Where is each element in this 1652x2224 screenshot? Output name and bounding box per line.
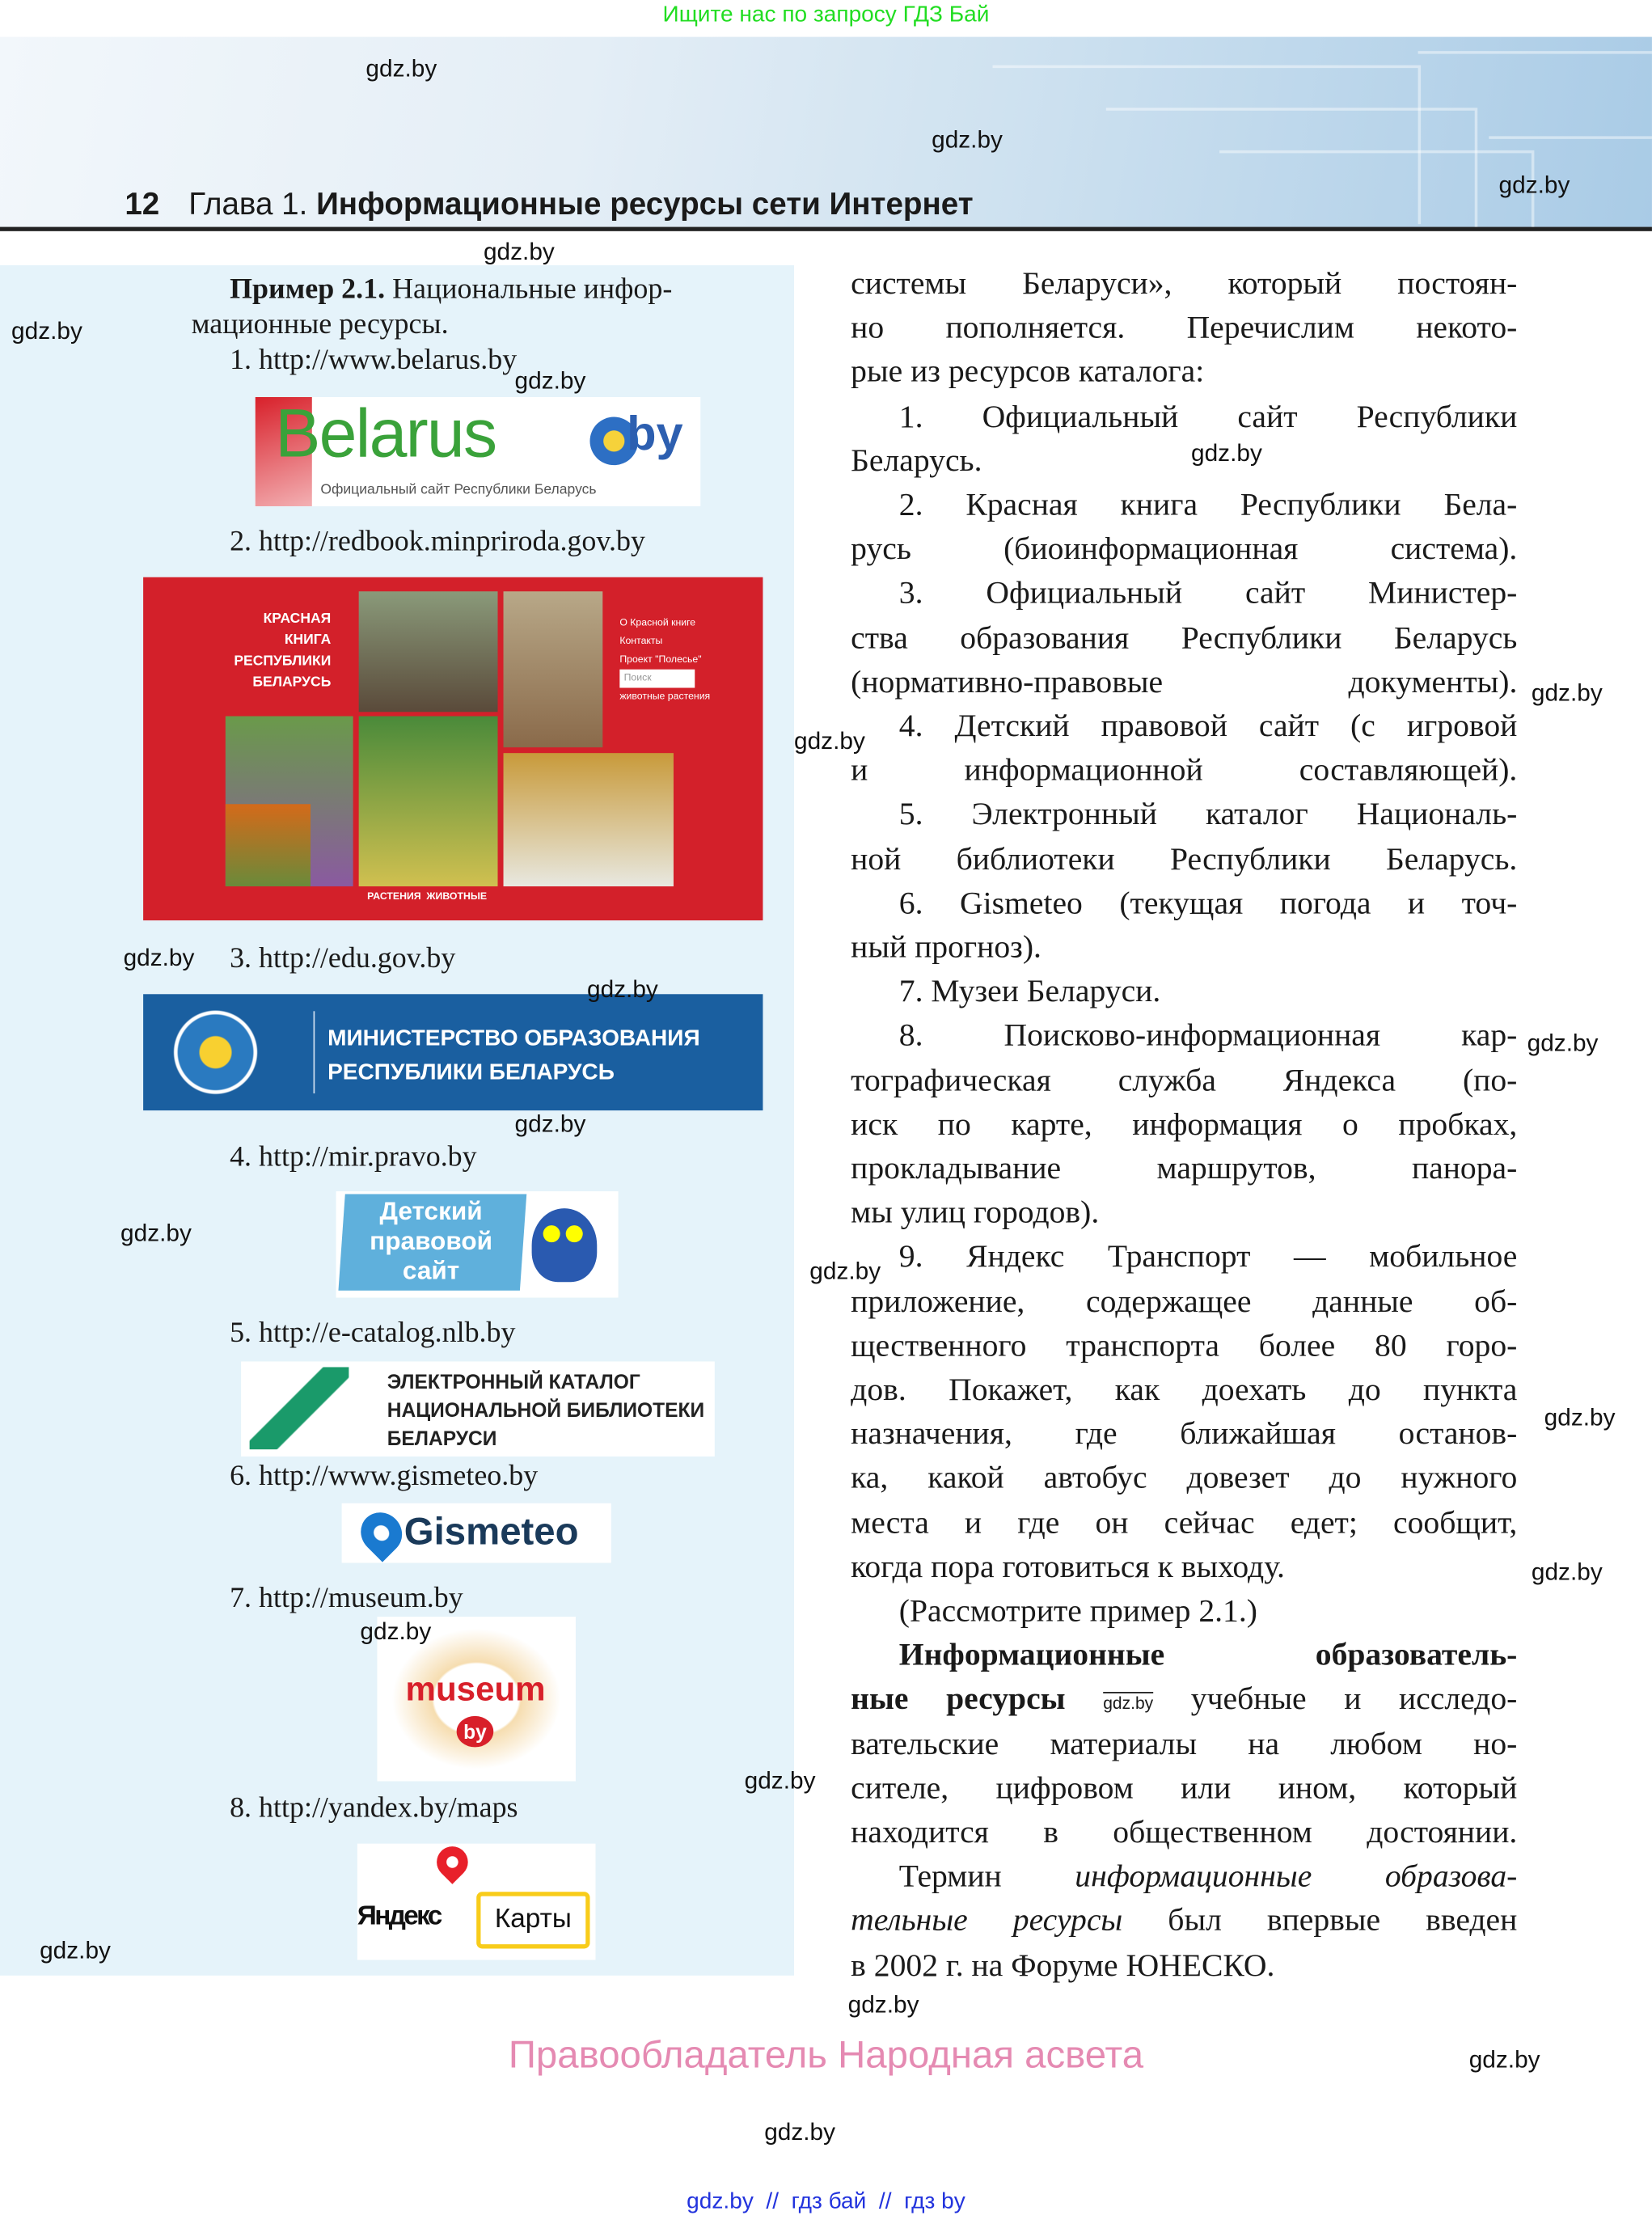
eagle-photo <box>359 591 498 712</box>
body-line <box>899 485 1518 525</box>
belarus-logo-word: Belarus <box>275 397 496 472</box>
example-label: Пример 2.1. <box>230 273 386 306</box>
map-pin-icon <box>430 1844 475 1884</box>
red-book-screenshot <box>143 577 763 920</box>
text-segment: рые из ресурсов каталога: <box>851 353 1205 390</box>
body-line <box>851 1458 1517 1498</box>
body-line <box>851 1326 1517 1365</box>
body-line <box>851 1105 1517 1144</box>
text-segment: но пополняется. Перечислим некото- <box>851 309 1518 345</box>
body-line <box>851 441 1517 480</box>
example-link-8: 8. http://yandex.by/maps <box>230 1792 518 1824</box>
watermark: gdz.by <box>764 2118 836 2146</box>
text-segment: 1. Официальный сайт Республики <box>898 398 1518 433</box>
watermark: gdz.by <box>1544 1404 1616 1431</box>
body-line <box>851 1370 1517 1410</box>
example-title-text: Национальные инфор- <box>385 273 673 306</box>
text-segment: 9. Яндекс Транспорт — мобильное <box>898 1238 1518 1275</box>
body-line <box>851 529 1517 569</box>
term-italic: информационные образова- <box>1075 1858 1518 1894</box>
body-line <box>851 1812 1517 1852</box>
watermark: gdz.by <box>744 1766 816 1795</box>
example-title-line2: мационные ресурсы. <box>191 309 449 340</box>
belarus-by-logo <box>256 397 701 506</box>
owl-mascot-icon <box>532 1208 598 1282</box>
example-title <box>230 273 672 307</box>
text-segment: тографическая служба Яндекса (по- <box>851 1061 1518 1097</box>
watermark: gdz.by <box>123 944 195 972</box>
body-line <box>851 353 1517 392</box>
text-segment: дов. Покажет, как доехать до пункта <box>851 1371 1518 1407</box>
red-book-tabs: РАСТЕНИЯ ЖИВОТНЫЕ <box>367 892 488 903</box>
text-segment: места и где он сейчас едет; сообщит, <box>851 1503 1518 1540</box>
belarus-logo-caption: Официальный сайт Республики Беларусь <box>320 482 597 498</box>
text-segment: 7. Музеи Беларуси. <box>898 973 1161 1009</box>
child-legal-site-logo <box>336 1191 619 1298</box>
body-line <box>851 618 1517 657</box>
body-line <box>899 1016 1518 1055</box>
watermark: gdz.by <box>120 1220 192 1247</box>
body-line <box>851 750 1517 790</box>
body-line <box>851 1148 1517 1188</box>
body-line <box>851 1282 1517 1321</box>
red-book-title: КРАСНАЯ КНИГА РЕСПУБЛИКИ БЕЛАРУСЬ <box>234 611 332 691</box>
national-library-catalog-logo <box>241 1361 715 1456</box>
yandex-maps-logo <box>357 1844 596 1960</box>
text-segment: системы Беларуси», который постоян- <box>851 264 1518 301</box>
text-segment: ной библиотеки Республики Беларусь. <box>851 840 1518 877</box>
text-segment: иск по карте, информация о пробках, <box>851 1106 1518 1142</box>
example-link-7: 7. http://museum.by <box>230 1583 463 1614</box>
body-line <box>851 1680 1517 1723</box>
body-line <box>851 839 1517 878</box>
body-line <box>851 1547 1517 1587</box>
watermark: gdz.by <box>40 1937 111 1964</box>
watermark: gdz.by <box>586 975 658 1003</box>
text-segment: ный прогноз). <box>851 928 1041 965</box>
watermark: gdz.by <box>1498 171 1570 199</box>
body-line <box>899 706 1518 746</box>
page-number: 12 <box>125 185 160 222</box>
text-segment: 6. Gismeteo (текущая погода и точ- <box>898 884 1518 920</box>
heron-photo <box>504 753 674 886</box>
body-line <box>851 1414 1517 1454</box>
example-link-2: 2. http://redbook.minpriroda.gov.by <box>230 526 645 558</box>
watermark: gdz.by <box>1531 679 1603 707</box>
body-line <box>899 972 1518 1012</box>
gismeteo-word: Gismeteo <box>403 1510 579 1554</box>
text-segment: 5. Электронный каталог Националь- <box>898 796 1518 832</box>
body-line <box>899 1857 1518 1896</box>
watermark: gdz.by <box>360 1617 432 1646</box>
example-link-6: 6. http://www.gismeteo.by <box>230 1461 539 1492</box>
edu-ministry-title: МИНИСТЕРСТВО ОБРАЗОВАНИЯ РЕСПУБЛИКИ БЕЛАРУСЬ <box>327 1026 700 1085</box>
edu-ministry-banner <box>143 994 763 1110</box>
body-line <box>851 1724 1517 1764</box>
belarus-logo-by: by <box>627 407 683 461</box>
text-segment: Термин <box>898 1858 1075 1894</box>
museum-by: by <box>457 1716 494 1748</box>
text-segment: мы улиц городов). <box>851 1194 1100 1230</box>
body-line <box>851 662 1517 702</box>
body-line <box>851 1503 1517 1542</box>
chapter-heading <box>188 186 973 223</box>
text-segment: когда пора готовиться к выходу. <box>851 1548 1285 1584</box>
text-segment <box>1066 1681 1104 1717</box>
body-line <box>851 264 1517 303</box>
text-segment: ка, какой автобус довезет до нужного <box>851 1460 1518 1495</box>
museum-word: museum <box>405 1670 546 1710</box>
body-line <box>899 573 1518 613</box>
watermark: gdz.by <box>365 55 437 82</box>
chapter-label: Глава 1. <box>188 185 308 222</box>
term-bold: Информационные образователь- <box>898 1636 1518 1672</box>
watermark: gdz.by <box>11 317 82 345</box>
book-icon <box>250 1367 349 1449</box>
body-line <box>851 308 1517 348</box>
watermark: gdz.by <box>1103 1693 1154 1715</box>
example-link-4: 4. http://mir.pravo.by <box>230 1141 477 1173</box>
term-bold: ные ресурсы <box>851 1681 1066 1717</box>
example-link-3: 3. http://edu.gov.by <box>230 943 456 975</box>
body-line <box>851 1768 1517 1808</box>
body-line <box>899 1592 1518 1631</box>
term-italic: тельные ресурсы <box>851 1902 1123 1939</box>
chapter-title: Информационные ресурсы сети Интернет <box>316 185 974 222</box>
text-segment: 8. Поисково-информационная кар- <box>898 1017 1518 1053</box>
text-segment: Беларусь. <box>851 442 982 478</box>
watermark: gdz.by <box>794 727 865 755</box>
lynx-photo <box>504 591 603 747</box>
text-segment: приложение, содержащее данные об- <box>851 1283 1518 1319</box>
text-segment: и информационной составляющей). <box>851 751 1518 788</box>
body-line <box>899 396 1518 436</box>
text-segment: русь (биоинформационная система). <box>851 531 1518 567</box>
red-book-search: Поиск <box>619 670 695 688</box>
drop-icon <box>353 1504 411 1562</box>
body-line <box>851 1193 1517 1233</box>
body-line <box>899 1237 1518 1277</box>
yandex-word: Яндекс <box>357 1901 441 1932</box>
text-segment: был впервые введен <box>1122 1902 1518 1939</box>
footer-links: gdz.by // гдз бай // гдз by <box>687 2189 965 2214</box>
text-segment: 2. Красная книга Республики Бела- <box>898 486 1518 522</box>
text-segment: назначения, где ближайшая останов- <box>851 1415 1518 1452</box>
body-line <box>851 1901 1517 1941</box>
gismeteo-logo <box>342 1503 611 1563</box>
text-segment: прокладывание маршрутов, панора- <box>851 1150 1518 1186</box>
red-book-menu: О Красной книге Контакты Проект "Полесье" Поиск животные растения <box>619 618 711 703</box>
body-line <box>851 1945 1517 1985</box>
text-segment: в 2002 г. на Форуме ЮНЕСКО. <box>851 1946 1275 1982</box>
text-segment: учебные и исследо- <box>1153 1681 1518 1717</box>
text-segment: находится в общественном достоянии. <box>851 1813 1518 1850</box>
body-line <box>851 928 1517 967</box>
text-segment: вательские материалы на любом но- <box>851 1725 1518 1761</box>
copyright-owner: Правообладатель Народная асвета <box>508 2033 1144 2077</box>
body-line <box>899 883 1518 923</box>
text-segment: щественного транспорта более 80 горо- <box>851 1327 1518 1363</box>
watermark: gdz.by <box>1468 2046 1540 2074</box>
text-segment: ства образования Республики Беларусь <box>851 619 1518 655</box>
plant-photo <box>226 804 311 886</box>
watermark: gdz.by <box>483 238 555 265</box>
body-line <box>851 1060 1517 1100</box>
example-link-1: 1. http://www.belarus.by <box>230 345 518 376</box>
text-segment: (нормативно-правовые документы). <box>851 663 1518 700</box>
watermark: gdz.by <box>1531 1558 1603 1586</box>
watermark: gdz.by <box>514 1110 586 1138</box>
body-line <box>899 795 1518 835</box>
watermark: gdz.by <box>932 126 1003 154</box>
watermark: gdz.by <box>809 1258 881 1285</box>
ministry-emblem-icon <box>171 1008 260 1097</box>
text-segment: 4. Детский правовой сайт (с игровой <box>898 708 1518 743</box>
watermark: gdz.by <box>1191 439 1262 467</box>
text-segment: сителе, цифровом или ином, который <box>851 1769 1518 1805</box>
child-legal-site-text: Детский правовой сайт <box>370 1197 493 1285</box>
search-hint: Ищите нас по запросу ГДЗ Бай <box>662 2 990 27</box>
watermark: gdz.by <box>847 1991 919 2019</box>
text-segment: (Рассмотрите пример 2.1.) <box>898 1592 1257 1629</box>
national-library-catalog-text: ЭЛЕКТРОННЫЙ КАТАЛОГ НАЦИОНАЛЬНОЙ БИБЛИОТЕКИ БЕЛАРУСИ <box>387 1369 705 1450</box>
example-link-5: 5. http://e-catalog.nlb.by <box>230 1317 516 1349</box>
body-line <box>899 1635 1518 1675</box>
watermark: gdz.by <box>1527 1030 1599 1057</box>
orchid-photo <box>359 717 498 886</box>
text-segment: 3. Официальный сайт Министер- <box>898 574 1518 611</box>
watermark: gdz.by <box>514 367 586 395</box>
maps-word: Карты <box>476 1892 589 1948</box>
